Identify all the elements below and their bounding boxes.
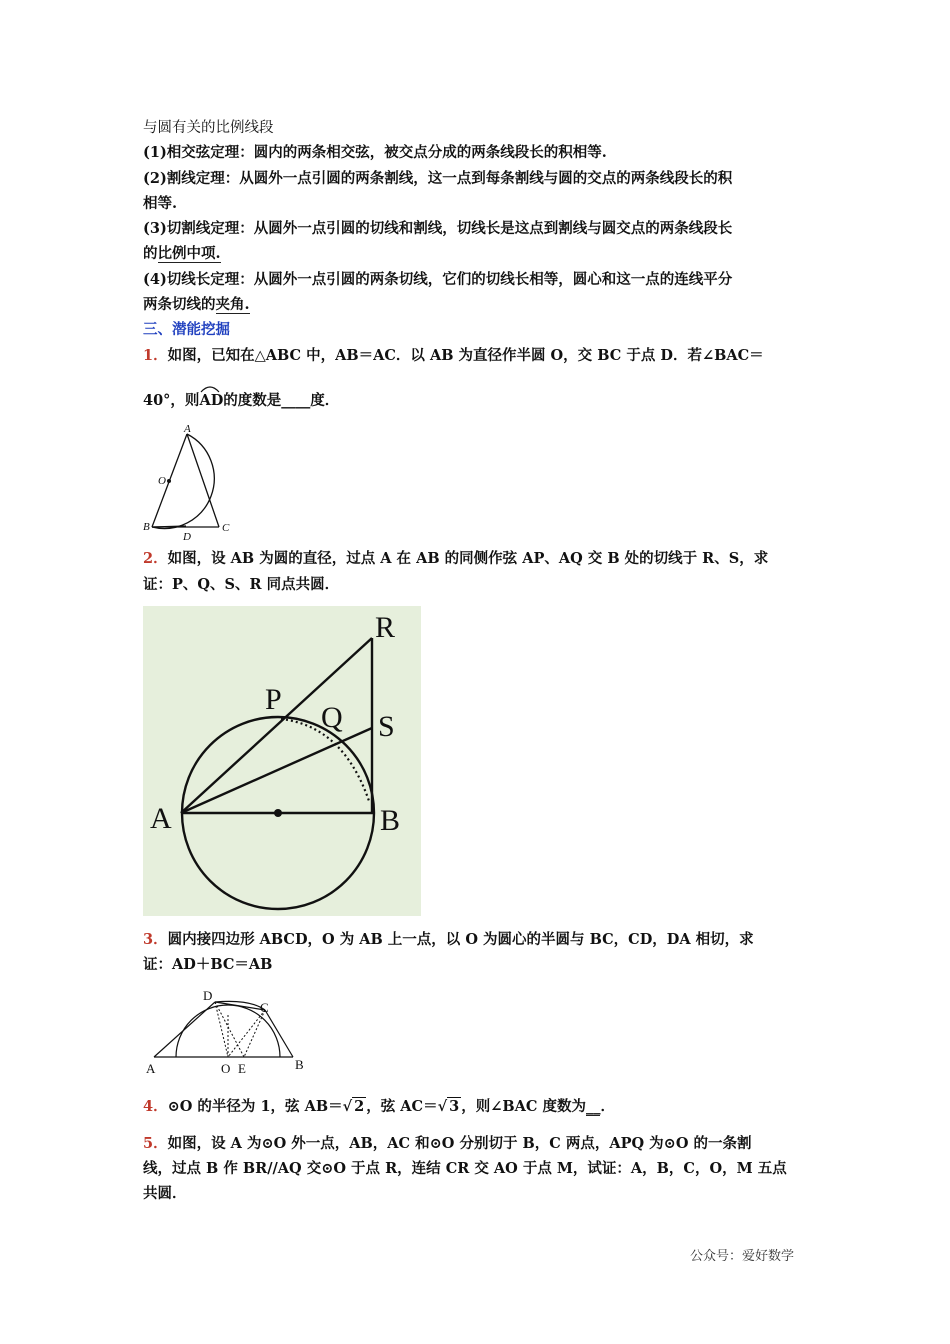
problem-3-number: 3．: [143, 931, 168, 948]
problem-5-number: 5．: [143, 1135, 168, 1152]
problem-1-text3: 的度数是: [223, 392, 282, 409]
sqrt-3: √ 3: [437, 1098, 460, 1115]
problem-5-line3: 共圆．: [143, 1185, 187, 1202]
theorem-4-line2: [143, 295, 250, 315]
center-dot: [274, 809, 282, 817]
label-q: Q: [321, 701, 343, 734]
problem-4-line: [143, 1097, 615, 1117]
radicand-2: 2: [354, 1098, 365, 1115]
label-c: C: [222, 522, 230, 534]
problem-2-line1: [143, 549, 768, 569]
label-p: P: [265, 683, 282, 716]
label-r: R: [375, 611, 396, 644]
label-d: D: [183, 531, 191, 542]
dash-co: [228, 1010, 265, 1057]
problem-1-end: 度．: [310, 392, 340, 409]
theorem-4-answer: 夹角.: [215, 296, 250, 313]
label-d: D: [203, 988, 213, 1003]
problem-4-text1: ⊙O 的半径为 1，弦 AB＝: [167, 1098, 343, 1115]
problem-2-line2: 证：P、Q、S、R 同点共圆．: [143, 576, 340, 593]
label-b: B: [380, 804, 401, 837]
theorem-2-line1: (2)割线定理：从圆外一点引圆的两条割线，这一点到每条割线与圆的交点的两条线段长的积: [143, 170, 733, 187]
theorem-1: (1)相交弦定理：圆内的两条相交弦，被交点分成的两条线段长的积相等.: [143, 144, 607, 161]
problem-4-end: ．: [600, 1098, 615, 1115]
theorem-3-line1: (3)切割线定理：从圆外一点引圆的切线和割线，切线长是这点到割线与圆交点的两条线段长: [143, 220, 733, 237]
radicand-3: 3: [449, 1098, 460, 1115]
problem-5-text: 如图，设 A 为⊙O 外一点，AB，AC 和⊙O 分别切于 B，C 两点，APQ 为⊙O 的一条割: [167, 1135, 752, 1152]
problem-1-line2: [143, 391, 339, 411]
label-o: O: [158, 475, 166, 487]
label-b: B: [143, 521, 150, 533]
problem-3-figure: [140, 985, 310, 1077]
arc-symbol-icon: [199, 383, 221, 393]
problem-1-text2: 40°，则: [143, 392, 200, 409]
problem-4-blank: __: [585, 1098, 601, 1115]
theorem-3-prefix: 的: [143, 245, 158, 262]
label-c: C: [260, 1000, 269, 1015]
center-o: [167, 479, 171, 483]
dash-de: [215, 1002, 244, 1057]
problem-3-line2: 证：AD＋BC＝AB: [143, 956, 273, 973]
problem-4-text2: ，弦 AC＝: [366, 1098, 438, 1115]
problem-2-text: 如图，设 AB 为圆的直径，过点 A 在 AB 的同侧作弦 AP、AQ 交 B 处的切线于 R、S，求: [167, 550, 769, 567]
problem-3-text: 圆内接四边形 ABCD，O 为 AB 上一点，以 O 为圆心的半圆与 BC，CD，DA 相切，求: [167, 931, 754, 948]
problem-1-number: 1．: [143, 347, 168, 364]
label-a: A: [184, 423, 191, 435]
label-o: O: [221, 1061, 231, 1076]
label-a: A: [146, 1061, 156, 1076]
problem-1-blank: ____: [281, 392, 311, 409]
problem-2-figure: [143, 606, 421, 916]
theorem-3-line2: [143, 244, 221, 264]
footer-watermark: 公众号：爱好数学: [690, 1249, 795, 1264]
arc-ad: [199, 391, 223, 411]
problem-5-line1: [143, 1134, 752, 1154]
heading: 与圆有关的比例线段: [143, 120, 274, 136]
label-s: S: [378, 710, 395, 743]
label-e: E: [238, 1061, 246, 1076]
dash-do: [215, 1002, 228, 1057]
theorem-3-answer: 比例中项.: [157, 245, 221, 262]
problem-3-line1: [143, 930, 754, 950]
label-a: A: [150, 802, 172, 835]
figure-background: [143, 606, 421, 916]
problem-1-figure: [138, 420, 238, 542]
problem-4-number: 4．: [143, 1098, 168, 1115]
problem-4-text3: ，则∠BAC 度数为: [461, 1098, 586, 1115]
problem-1-text: 如图，已知在△ABC 中，AB＝AC．以 AB 为直径作半圆 O，交 BC 于点 D．若∠BAC＝: [167, 347, 764, 364]
problem-5-line2: 线，过点 B 作 BR//AQ 交⊙O 于点 R，连结 CR 交 AO 于点 M，试证：A，B，C，O，M 五点: [143, 1160, 787, 1177]
problem-2-number: 2．: [143, 550, 168, 567]
sqrt-2: √ 2: [342, 1098, 365, 1115]
theorem-2-line2: 相等.: [143, 195, 178, 212]
section-title: 三、潜能挖掘: [143, 321, 230, 338]
problem-1-line1: [143, 346, 764, 366]
theorem-4-line1: (4)切线长定理：从圆外一点引圆的两条切线，它们的切线长相等，圆心和这一点的连线平分: [143, 271, 733, 288]
arc-label: AD: [199, 392, 224, 409]
label-b: B: [295, 1057, 304, 1072]
theorem-4-prefix: 两条切线的: [143, 296, 216, 313]
